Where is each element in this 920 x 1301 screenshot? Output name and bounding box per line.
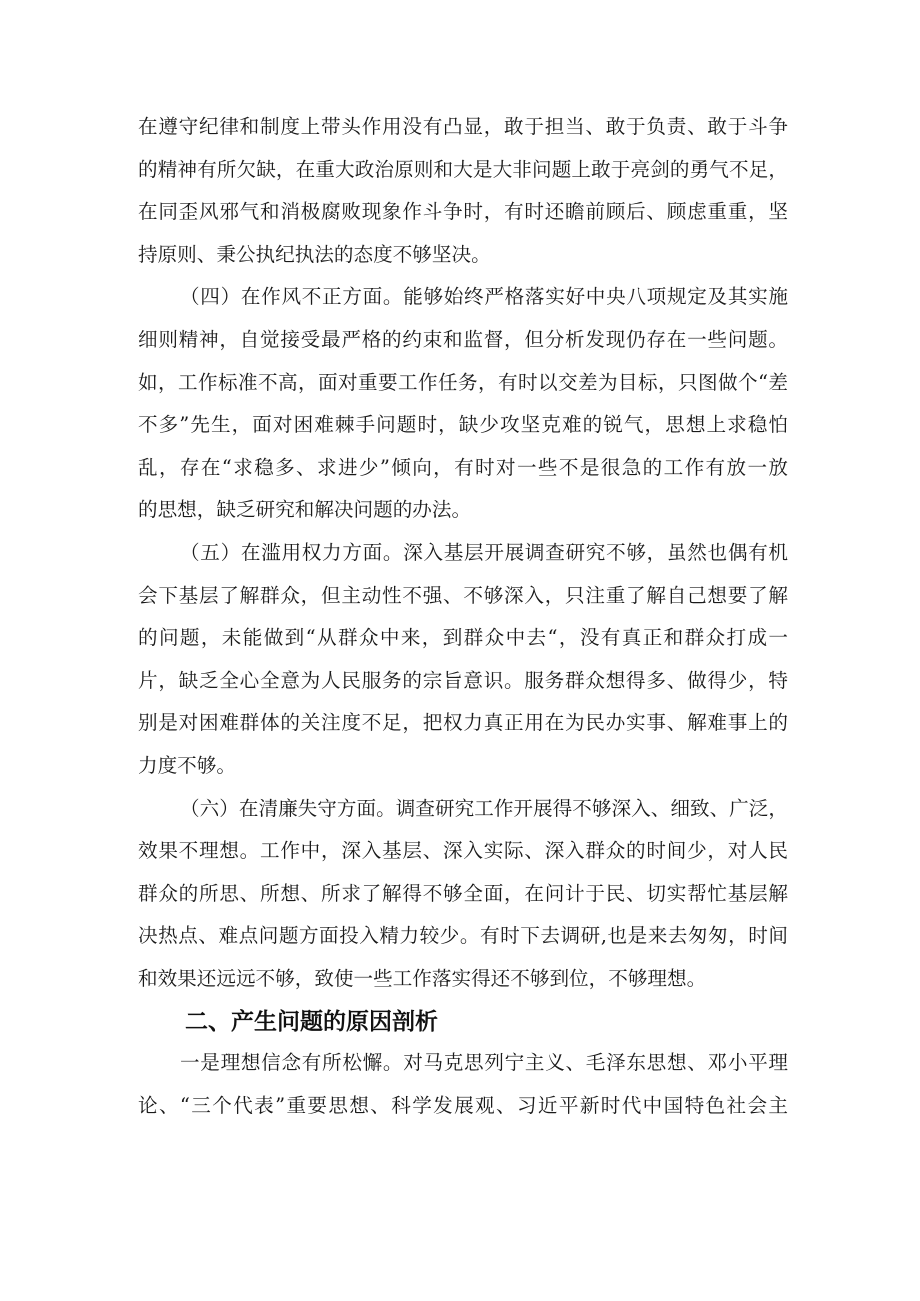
text-line: 不多”先生，面对困难棘手问题时，缺少攻坚克难的锐气，思想上求稳怕 — [138, 413, 788, 437]
text-line: 一是理想信念有所松懈。对马克思列宁主义、毛泽东思想、邓小平理 — [180, 1051, 788, 1075]
text-line: 群众的所思、所想、所求了解得不够全面，在问计于民、切实帮忙基层解 — [138, 881, 788, 905]
text-line: （四）在作风不正方面。能够始终严格落实好中央八项规定及其实施 — [180, 285, 788, 309]
text-line: 的问题，未能做到“从群众中来，到群众中去“，没有真正和群众打成一 — [138, 626, 788, 650]
text-line: 乱，存在“求稳多、求进少”倾向，有时对一些不是很急的工作有放一放 — [138, 455, 788, 479]
text-line: （六）在清廉失守方面。调查研究工作开展得不够深入、细致、广泛， — [180, 796, 788, 820]
paragraph-ideals — [138, 1048, 788, 1121]
paragraph-discipline — [138, 112, 788, 270]
text-line: 论、“三个代表”重要思想、科学发展观、习近平新时代中国特色社会主 — [138, 1094, 788, 1118]
text-line: 决热点、难点问题方面投入精力较少。有时下去调研,也是来去匆匆，时间 — [138, 924, 788, 948]
section-heading: 二、产生问题的原因剖析 — [185, 1009, 438, 1036]
text-line: 会下基层了解群众，但主动性不强、不够深入，只注重了解自己想要了解 — [138, 583, 788, 607]
text-line: 力度不够。 — [138, 753, 236, 777]
text-line: 在同歪风邪气和消极腐败现象作斗争时，有时还瞻前顾后、顾虑重重，坚 — [138, 200, 788, 224]
text-line: 效果不理想。工作中，深入基层、深入实际、深入群众的时间少，对人民 — [138, 839, 788, 863]
paragraph-work-style — [138, 282, 788, 525]
text-line: 的思想，缺乏研究和解决问题的办法。 — [138, 498, 472, 522]
text-line: 细则精神，自觉接受最严格的约束和监督，但分析发现仍存在一些问题。 — [138, 327, 788, 351]
text-line: 的精神有所欠缺，在重大政治原则和大是大非问题上敢于亮剑的勇气不足， — [138, 157, 788, 181]
text-line: 如，工作标准不高，面对重要工作任务，有时以交差为目标，只图做个“差 — [138, 370, 788, 394]
text-line: 别是对困难群体的关注度不足，把权力真正用在为民办实事、解难事上的 — [138, 711, 788, 735]
text-line: 持原则、秉公执纪执法的态度不够坚决。 — [138, 242, 491, 266]
paragraph-power-abuse — [138, 538, 788, 781]
text-line: 和效果还远远不够，致使一些工作落实得还不够到位，不够理想。 — [138, 966, 707, 990]
text-line: 在遵守纪律和制度上带头作用没有凸显，敢于担当、敢于负责、敢于斗争 — [138, 115, 788, 138]
text-line: 片，缺乏全心全意为人民服务的宗旨意识。服务群众想得多、做得少，特 — [138, 668, 788, 692]
paragraph-integrity — [138, 794, 788, 994]
text-line: （五）在滥用权力方面。深入基层开展调查研究不够，虽然也偶有机 — [180, 540, 788, 564]
document-page — [138, 112, 788, 1134]
